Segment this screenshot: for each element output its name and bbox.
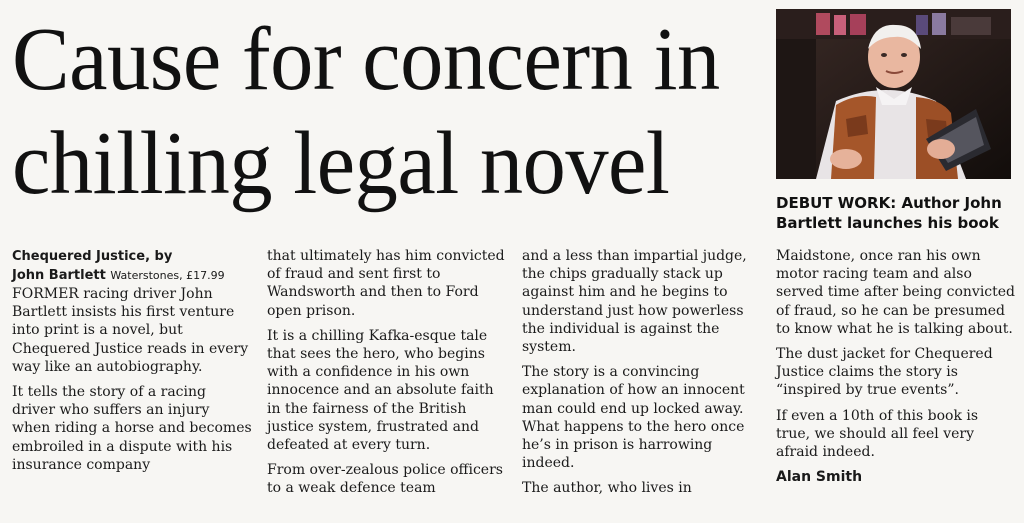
author-photo-image (776, 9, 1011, 179)
photo-caption (776, 193, 1016, 233)
paragraph: The author, who lives in (522, 480, 692, 497)
paragraph: and a less than impartial judge, the chips gradually stack up against him and he begins to understand just how powerless the individual is against the system. (522, 248, 747, 356)
article-column-3 (522, 247, 762, 505)
headline (12, 8, 737, 216)
book-title-line-1: Chequered Justice, by (12, 249, 173, 264)
book-meta: Waterstones, £17.99 (110, 269, 225, 282)
headline-line-2: chilling legal novel (12, 114, 670, 213)
byline: Alan Smith (776, 469, 863, 486)
paragraph: FORMER racing driver John Bartlett insists his first venture into print is a novel, but Chequered Justice reads in every way like an autobiography. (12, 286, 249, 375)
paragraph: The dust jacket for Chequered Justice claims the story is “inspired by true events”. (776, 346, 993, 399)
book-author: John Bartlett (12, 268, 106, 283)
paragraph: If even a 10th of this book is true, we should all feel very afraid indeed. (776, 407, 979, 461)
author-photo (776, 9, 1011, 179)
book-title (12, 247, 252, 285)
paragraph: It is a chilling Kafka-esque tale that sees the hero, who begins with a confidence in his own innocence and an absolute faith in the fairness of the British justice system, frustrated and defeated at every turn. (267, 327, 494, 454)
headline-line-1: Cause for concern in (12, 10, 720, 109)
article-column-2 (267, 247, 507, 505)
paragraph: Maidstone, once ran his own motor racing team and also served time after being convicted of fraud, so he can be presumed to know what he is talking about. (776, 248, 1016, 337)
article-column-4 (776, 247, 1016, 486)
article-column-1 (12, 247, 252, 481)
book-title-line-2 (12, 266, 252, 285)
caption-line-2: Bartlett launches his book (776, 214, 999, 232)
caption-line-1: DEBUT WORK: Author John (776, 194, 1002, 212)
paragraph: that ultimately has him convicted of fraud and sent first to Wandsworth and then to Ford open prison. (267, 248, 505, 319)
paragraph: The story is a convincing explanation of how an innocent man could end up locked away. What happens to the hero once he’s in prison is harrowing indeed. (522, 364, 745, 472)
paragraph: From over-zealous police officers to a weak defence team (267, 462, 503, 497)
paragraph: It tells the story of a racing driver who suffers an injury when riding a horse and becomes embroiled in a dispute with his insurance company (12, 384, 252, 473)
